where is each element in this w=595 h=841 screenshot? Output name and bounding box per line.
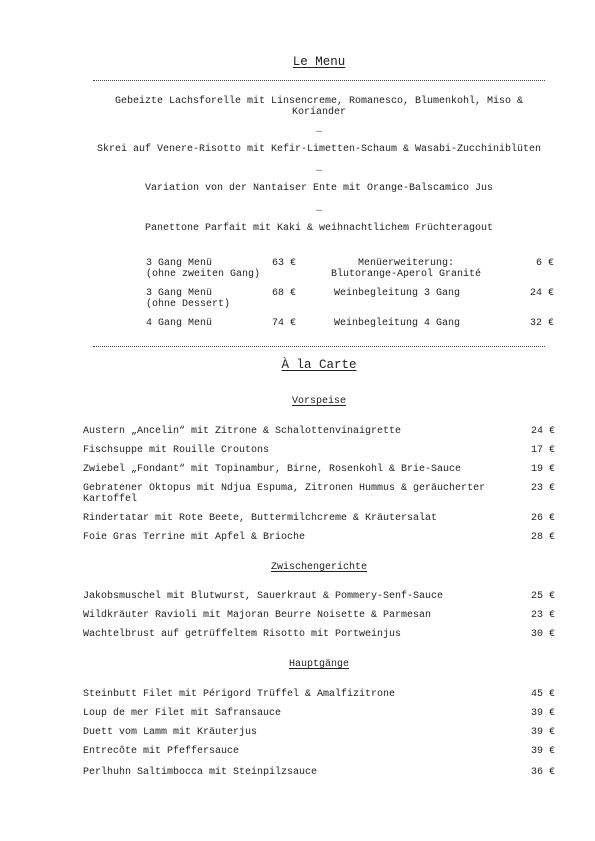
section-title-hauptgaenge: Hauptgänge: [288, 659, 349, 670]
menu-title: Le Menu: [292, 55, 346, 69]
dish-name: Jakobsmuschel mit Blutwurst, Sauerkraut & Pommery-Senf-Sauce: [83, 591, 444, 602]
dotted-divider-bottom: [93, 346, 545, 347]
dish-price: 30 €: [530, 629, 555, 640]
menu-option-price: 63 €: [272, 258, 297, 269]
carte-title: À la Carte: [281, 358, 357, 372]
dish-price: 26 €: [530, 513, 555, 524]
dish-price: 23 €: [530, 483, 555, 494]
menu-option-name: 4 Gang Menü: [146, 318, 213, 329]
menu-extra-price: 24 €: [529, 288, 554, 299]
dish-name: Duett vom Lamm mit Kräuterjus: [83, 727, 258, 738]
menu-extra-name: Weinbegleitung 4 Gang: [334, 318, 461, 329]
course-separator: …: [315, 164, 322, 175]
menu-extra-note: Blutorange-Aperol Granité: [331, 269, 482, 280]
dish-name: Steinbutt Filet mit Périgord Trüffel & Amalfizitrone: [83, 689, 396, 700]
dish-price: 17 €: [530, 445, 555, 456]
dish-price: 28 €: [530, 532, 555, 543]
menu-option-name: 3 Gang Menü: [146, 288, 213, 299]
dish-price: 39 €: [530, 746, 555, 757]
section-title-vorspeise: Vorspeise: [291, 396, 346, 407]
dotted-divider-top: [93, 80, 545, 81]
dish-name: Entrecôte mit Pfeffersauce: [83, 746, 240, 757]
dish-price: 19 €: [530, 464, 555, 475]
menu-option-price: 68 €: [272, 288, 297, 299]
dish-name: Foie Gras Terrine mit Apfel & Brioche: [83, 532, 306, 543]
menu-option-note: (ohne Dessert): [146, 299, 231, 310]
dish-name: Rindertatar mit Rote Beete, Buttermilchcreme & Kräutersalat: [83, 513, 438, 524]
menu-extra-price: 32 €: [529, 318, 554, 329]
dish-name: Loup de mer Filet mit Safransauce: [83, 708, 282, 719]
dish-name: Wildkräuter Ravioli mit Majoran Beurre Noisette & Parmesan: [83, 610, 432, 621]
course-separator: …: [315, 125, 322, 136]
menu-option-note: (ohne zweiten Gang): [146, 269, 261, 280]
course-4: Panettone Parfait mit Kaki & weihnachtlichem Früchteragout: [144, 223, 494, 234]
dish-price: 25 €: [530, 591, 555, 602]
dish-name: Zwiebel „Fondant“ mit Topinambur, Birne, Rosenkohl & Brie-Sauce: [83, 464, 462, 475]
dish-price: 36 €: [530, 767, 555, 778]
menu-extra-name: Weinbegleitung 3 Gang: [334, 288, 461, 299]
dish-name: Gebratener Oktopus mit Ndjua Espuma, Zitronen Hummus & geräucherter Kartoffel: [83, 483, 486, 505]
dish-price: 39 €: [530, 708, 555, 719]
course-2: Skrei auf Venere-Risotto mit Kefir-Limetten-Schaum & Wasabi-Zucchiniblüten: [96, 144, 542, 155]
menu-extra-price: 6 €: [535, 258, 554, 269]
dish-name: Fischsuppe mit Rouille Croutons: [83, 445, 270, 456]
dish-name: Austern „Ancelin“ mit Zitrone & Schalottenvinaigrette: [83, 426, 402, 437]
dish-name: Wachtelbrust auf getrüffeltem Risotto mit Portweinjus: [83, 629, 402, 640]
dish-price: 23 €: [530, 610, 555, 621]
course-separator: …: [315, 204, 322, 215]
dish-price: 45 €: [530, 689, 555, 700]
dish-price: 24 €: [530, 426, 555, 437]
menu-option-price: 74 €: [272, 318, 297, 329]
dish-name: Perlhuhn Saltimbocca mit Steinpilzsauce: [83, 767, 318, 778]
dish-price: 39 €: [530, 727, 555, 738]
menu-option-name: 3 Gang Menü: [146, 258, 213, 269]
course-1: Gebeizte Lachsforelle mit Linsencreme, Romanesco, Blumenkohl, Miso & Koriander: [114, 96, 524, 118]
section-title-zwischengerichte: Zwischengerichte: [270, 562, 367, 573]
menu-extra-name: Menüerweiterung:: [358, 258, 455, 269]
course-3: Variation von der Nantaiser Ente mit Orange-Balscamico Jus: [144, 183, 494, 194]
